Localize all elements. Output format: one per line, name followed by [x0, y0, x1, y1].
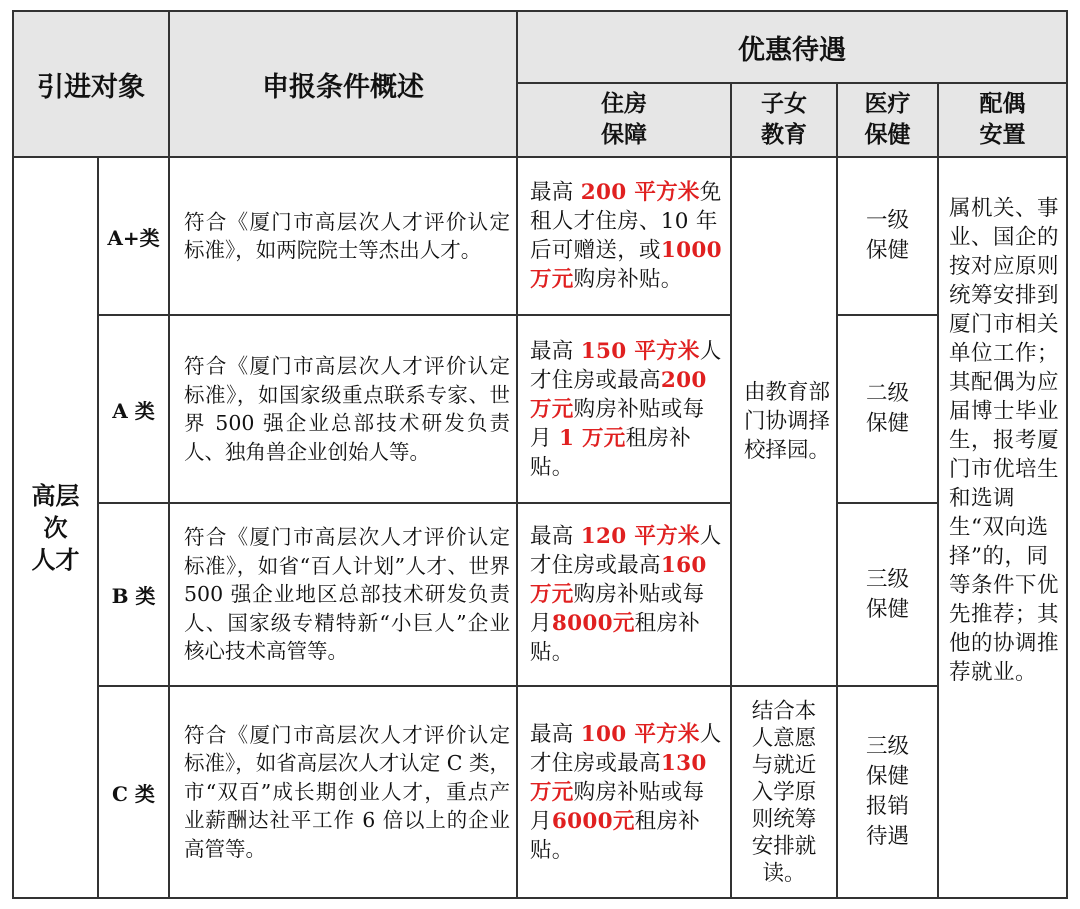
conditions-cell: 符合《厦门市高层次人才评价认定标准》，如两院院士等杰出人才。 [169, 157, 517, 315]
group-label: 高层 次 人才 [13, 157, 98, 898]
category-label: A 类 [98, 315, 169, 503]
education-cell-c: 结合本 人意愿 与就近 入学原 则统筹 安排就 读。 [731, 686, 837, 898]
housing-cell: 最高 100 平方米人才住房或最高130 万元购房补贴或每月6000元租房补贴。 [517, 686, 731, 898]
housing-cell: 最高 120 平方米人才住房或最高160 万元购房补贴或每月8000元租房补贴。 [517, 503, 731, 686]
policy-table [12, 10, 1068, 899]
medical-cell: 二级 保健 [837, 315, 938, 503]
housing-monthly: 8000元 [551, 611, 635, 636]
housing-cell: 最高 200 平方米免租人才住房、10 年后可赠送，或1000万元购房补贴。 [517, 157, 731, 315]
housing-area: 200 平方米 [580, 180, 700, 205]
header-medical: 医疗 保健 [837, 83, 938, 157]
header-education: 子女 教育 [731, 83, 837, 157]
header-housing: 住房 保障 [517, 83, 731, 157]
housing-amount: 1000万元 [530, 238, 722, 292]
housing-amount: 130 万元 [530, 750, 707, 805]
medical-cell: 三级 保健 报销 待遇 [837, 686, 938, 898]
table-row [13, 315, 1067, 503]
spouse-cell: 属机关、事业、国企的按对应原则统筹安排到厦门市相关单位工作；其配偶为应届博士毕业生，报考厦门市优培生和选调生“双向选择”的，同等条件下优先推荐；其他的协调推荐就业。 [938, 157, 1067, 898]
conditions-cell: 符合《厦门市高层次人才评价认定标准》，如国家级重点联系专家、世界 500 强企业总部技术研发负责人、独角兽企业创始人等。 [169, 315, 517, 503]
table-row [13, 503, 1067, 686]
housing-cell: 最高 150 平方米人才住房或最高200 万元购房补贴或每月 1 万元租房补贴。 [517, 315, 731, 503]
conditions-cell: 符合《厦门市高层次人才评价认定标准》，如省高层次人才认定 C 类，市“双百”成长期创业人才，重点产业薪酬达社平工作 6 倍以上的企业高管等。 [169, 686, 517, 898]
category-label: C 类 [98, 686, 169, 898]
table-row [13, 157, 1067, 315]
header-benefits: 优惠待遇 [517, 11, 1067, 83]
housing-area: 120 平方米 [580, 524, 700, 549]
category-label: B 类 [98, 503, 169, 686]
header-spouse: 配偶 安置 [938, 83, 1067, 157]
housing-monthly: 1 万元 [558, 425, 626, 451]
housing-amount: 200 万元 [530, 367, 707, 422]
conditions-cell: 符合《厦门市高层次人才评价认定标准》，如省“百人计划”人才、世界 500 强企业地区总部技术研发负责人、国家级专精特新“小巨人”企业核心技术高管等。 [169, 503, 517, 686]
education-cell: 由教育部门协调择校择园。 [731, 157, 837, 686]
housing-amount: 160 万元 [530, 553, 707, 607]
medical-cell: 一级 保健 [837, 157, 938, 315]
housing-area: 150 平方米 [580, 338, 700, 364]
medical-cell: 三级 保健 [837, 503, 938, 686]
table-row [13, 686, 1067, 898]
header-conditions: 申报条件概述 [169, 11, 517, 157]
category-label: A+类 [98, 157, 169, 315]
housing-area: 100 平方米 [580, 721, 700, 747]
housing-monthly: 6000元 [551, 808, 635, 834]
header-target: 引进对象 [13, 11, 169, 157]
